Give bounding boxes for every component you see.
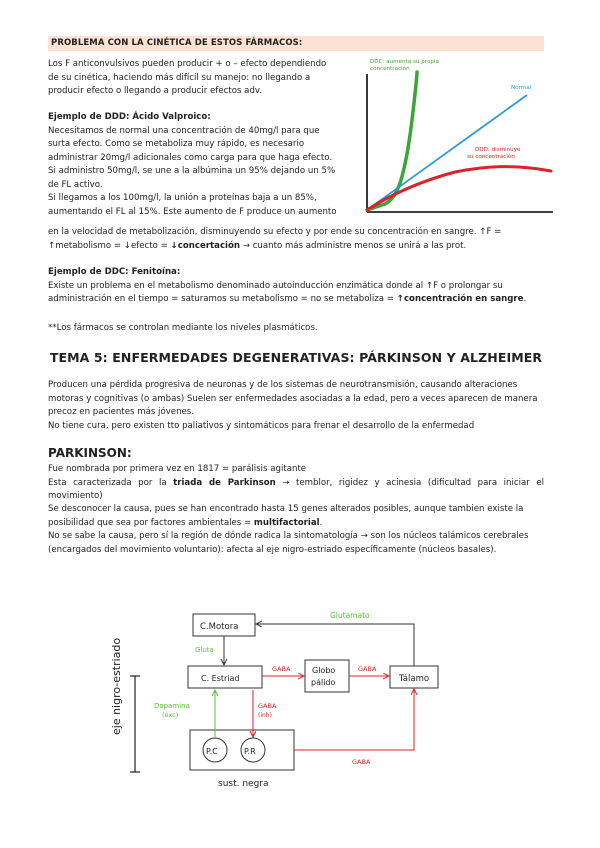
parkinson-line — [48, 477, 544, 504]
concentration-graph — [355, 54, 555, 216]
ddd-full-line: en la velocidad de metabolización, disminuyendo su efecto y por ende su concentración en sangre. ↑F = — [48, 227, 502, 237]
c-estriad-label: C. Estriad — [201, 674, 240, 683]
ddd-title: Ejemplo de DDD: Ácido Valproico: — [48, 112, 211, 122]
dopamina-label: Dopamina — [154, 702, 190, 710]
section-banner: PROBLEMA CON LA CINÉTICA DE ESTOS FÁRMACOS: — [48, 36, 544, 51]
parkinson-text: Esta caracterizada por la — [48, 477, 174, 488]
parkinson-text: . — [319, 517, 323, 528]
intro-line: Los F anticonvulsivos pueden producir + o – efecto dependiendo — [48, 59, 327, 69]
parkinson-line: (encargados del movimiento voluntario): afecta al eje nigro-estriado específicamente (núcleos basales). — [48, 544, 497, 555]
intro-line: de su cinética, haciendo más difícil su manejo: no llegando a — [48, 72, 311, 83]
c-motora-label: C.Motora — [200, 622, 239, 632]
triada-bold: triada de Parkinson — [173, 477, 276, 488]
sust-negra-label: sust. negra — [218, 779, 269, 789]
parkinson-intro — [48, 463, 544, 504]
ddc-title: Ejemplo de DDC: Fenitoína: — [48, 267, 181, 277]
globo-label: Globo — [312, 666, 336, 675]
dopamina-sub-label: (exc) — [162, 711, 179, 719]
ddc-example — [48, 266, 544, 307]
glutamato-label: Glutamato — [330, 611, 370, 620]
ddc-line — [48, 293, 544, 307]
ddd-example — [48, 111, 348, 219]
gaba-label-4-sub: (inh) — [258, 712, 272, 719]
eje-label: eje nigro-estriado — [110, 637, 123, 735]
ddd-line: surta efecto. Como se metaboliza muy rápido, es necesario — [48, 139, 305, 149]
ddd-label: DDD: disminuye — [475, 147, 521, 153]
globo-palido-box — [305, 660, 349, 692]
ddc-text: . — [523, 294, 527, 304]
tema-line: precoz en pacientes más jóvenes. — [48, 407, 195, 417]
tema-line: motoras y cognitivas (o ambas) Suelen ser enfermedades asociadas a la edad, pero a veces aparecen de manera — [48, 393, 538, 404]
tema-line: Producen una pérdida progresiva de neuronas y de los sistemas de neurotransmisión, causando alteraciones — [48, 380, 518, 390]
gaba-label-3: GABA — [352, 758, 371, 766]
ddd-label: su concentración — [467, 154, 515, 160]
nigrostriatal-diagram — [90, 600, 540, 800]
parkinson-text: posibilidad que sea por factores ambientales = — [48, 517, 254, 528]
ddd-continuation — [48, 226, 544, 253]
gaba-label-4: GABA — [258, 702, 277, 710]
gluta-label: Gluta — [195, 646, 214, 654]
parkinson-line — [48, 517, 544, 531]
gaba-arrow-3 — [294, 690, 414, 750]
pc-label: P.C — [206, 747, 218, 756]
parkinson-heading: PARKINSON: — [48, 446, 132, 460]
tema-line: No tiene cura, pero existen tto paliativos y sintomáticos para frenar el desarrollo de la enfermedad — [48, 420, 475, 431]
ddd-bold-text: ↓concertación — [170, 240, 241, 251]
gaba-label-1: GABA — [272, 665, 291, 673]
ddd-text: ↑metabolismo = ↓efecto = — [48, 240, 171, 251]
intro-line: producir efecto o llegando a producir efectos adv. — [48, 86, 263, 96]
multifactorial-bold: multifactorial — [253, 517, 320, 528]
ddd-line: Si llegamos a los 100mg/l, la unión a proteínas baja a un 85%, — [48, 193, 317, 203]
ddc-text: administración en el tiempo = saturamos su metabolismo = no se metaboliza = — [48, 294, 397, 304]
gaba-label-2: GABA — [358, 665, 377, 673]
parkinson-line: No se sabe la causa, pero sí la región de dónde radica la sintomatología → son los núcleos talámicos cerebrales — [48, 531, 529, 541]
ddd-line: de FL activo. — [48, 179, 103, 190]
ddc-line: Existe un problema en el metabolismo denominado autoinducción enzimática donde al ↑F o prolongar su — [48, 280, 503, 291]
ddd-line: administrar 20mg/l adicionales como carga para que haga efecto. — [48, 152, 333, 163]
ddc-label: DDC: aumenta su propia — [370, 59, 439, 65]
parkinson-line: Fue nombrada por primera vez en 1817 = parálisis agitante — [48, 464, 307, 474]
parkinson-line: Se desconocer la causa, pues se han encontrado hasta 15 genes alterados posibles, aunque tambien existe la — [48, 504, 524, 514]
note: **Los fármacos se controlan mediante los niveles plasmáticos. — [48, 323, 318, 333]
intro-paragraph — [48, 58, 348, 99]
parkinson-causes — [48, 503, 544, 557]
tema-paragraph — [48, 379, 544, 433]
ddd-full-line — [48, 240, 544, 254]
ddd-line: aumentando el FL al 15%. Este aumento de F produce un aumento — [48, 206, 337, 217]
ddd-line: Si administro 50mg/l, se une a la albúmina un 95% dejando un 5% — [48, 166, 336, 176]
parkinson-text: → temblor, rigidez y acinesia (dificultad para iniciar el movimiento) — [48, 477, 545, 501]
ddc-curve — [367, 72, 417, 210]
pr-label: P.R — [244, 747, 256, 756]
ddd-text: → cuanto más administre menos se unirá a las prot. — [240, 240, 467, 251]
normal-label: Normal — [511, 85, 532, 91]
palido-label: pálido — [311, 678, 336, 687]
ddd-line: Necesitamos de normal una concentración de 40mg/l para que — [48, 125, 320, 136]
talamo-label: Tálamo — [399, 674, 430, 684]
ddd-curve — [367, 167, 551, 210]
tema-heading: TEMA 5: ENFERMEDADES DEGENERATIVAS: PÁRKINSON Y ALZHEIMER — [49, 350, 543, 365]
ddc-bold-text: ↑concentración en sangre — [396, 294, 524, 304]
ddc-label: concentración — [370, 66, 410, 72]
